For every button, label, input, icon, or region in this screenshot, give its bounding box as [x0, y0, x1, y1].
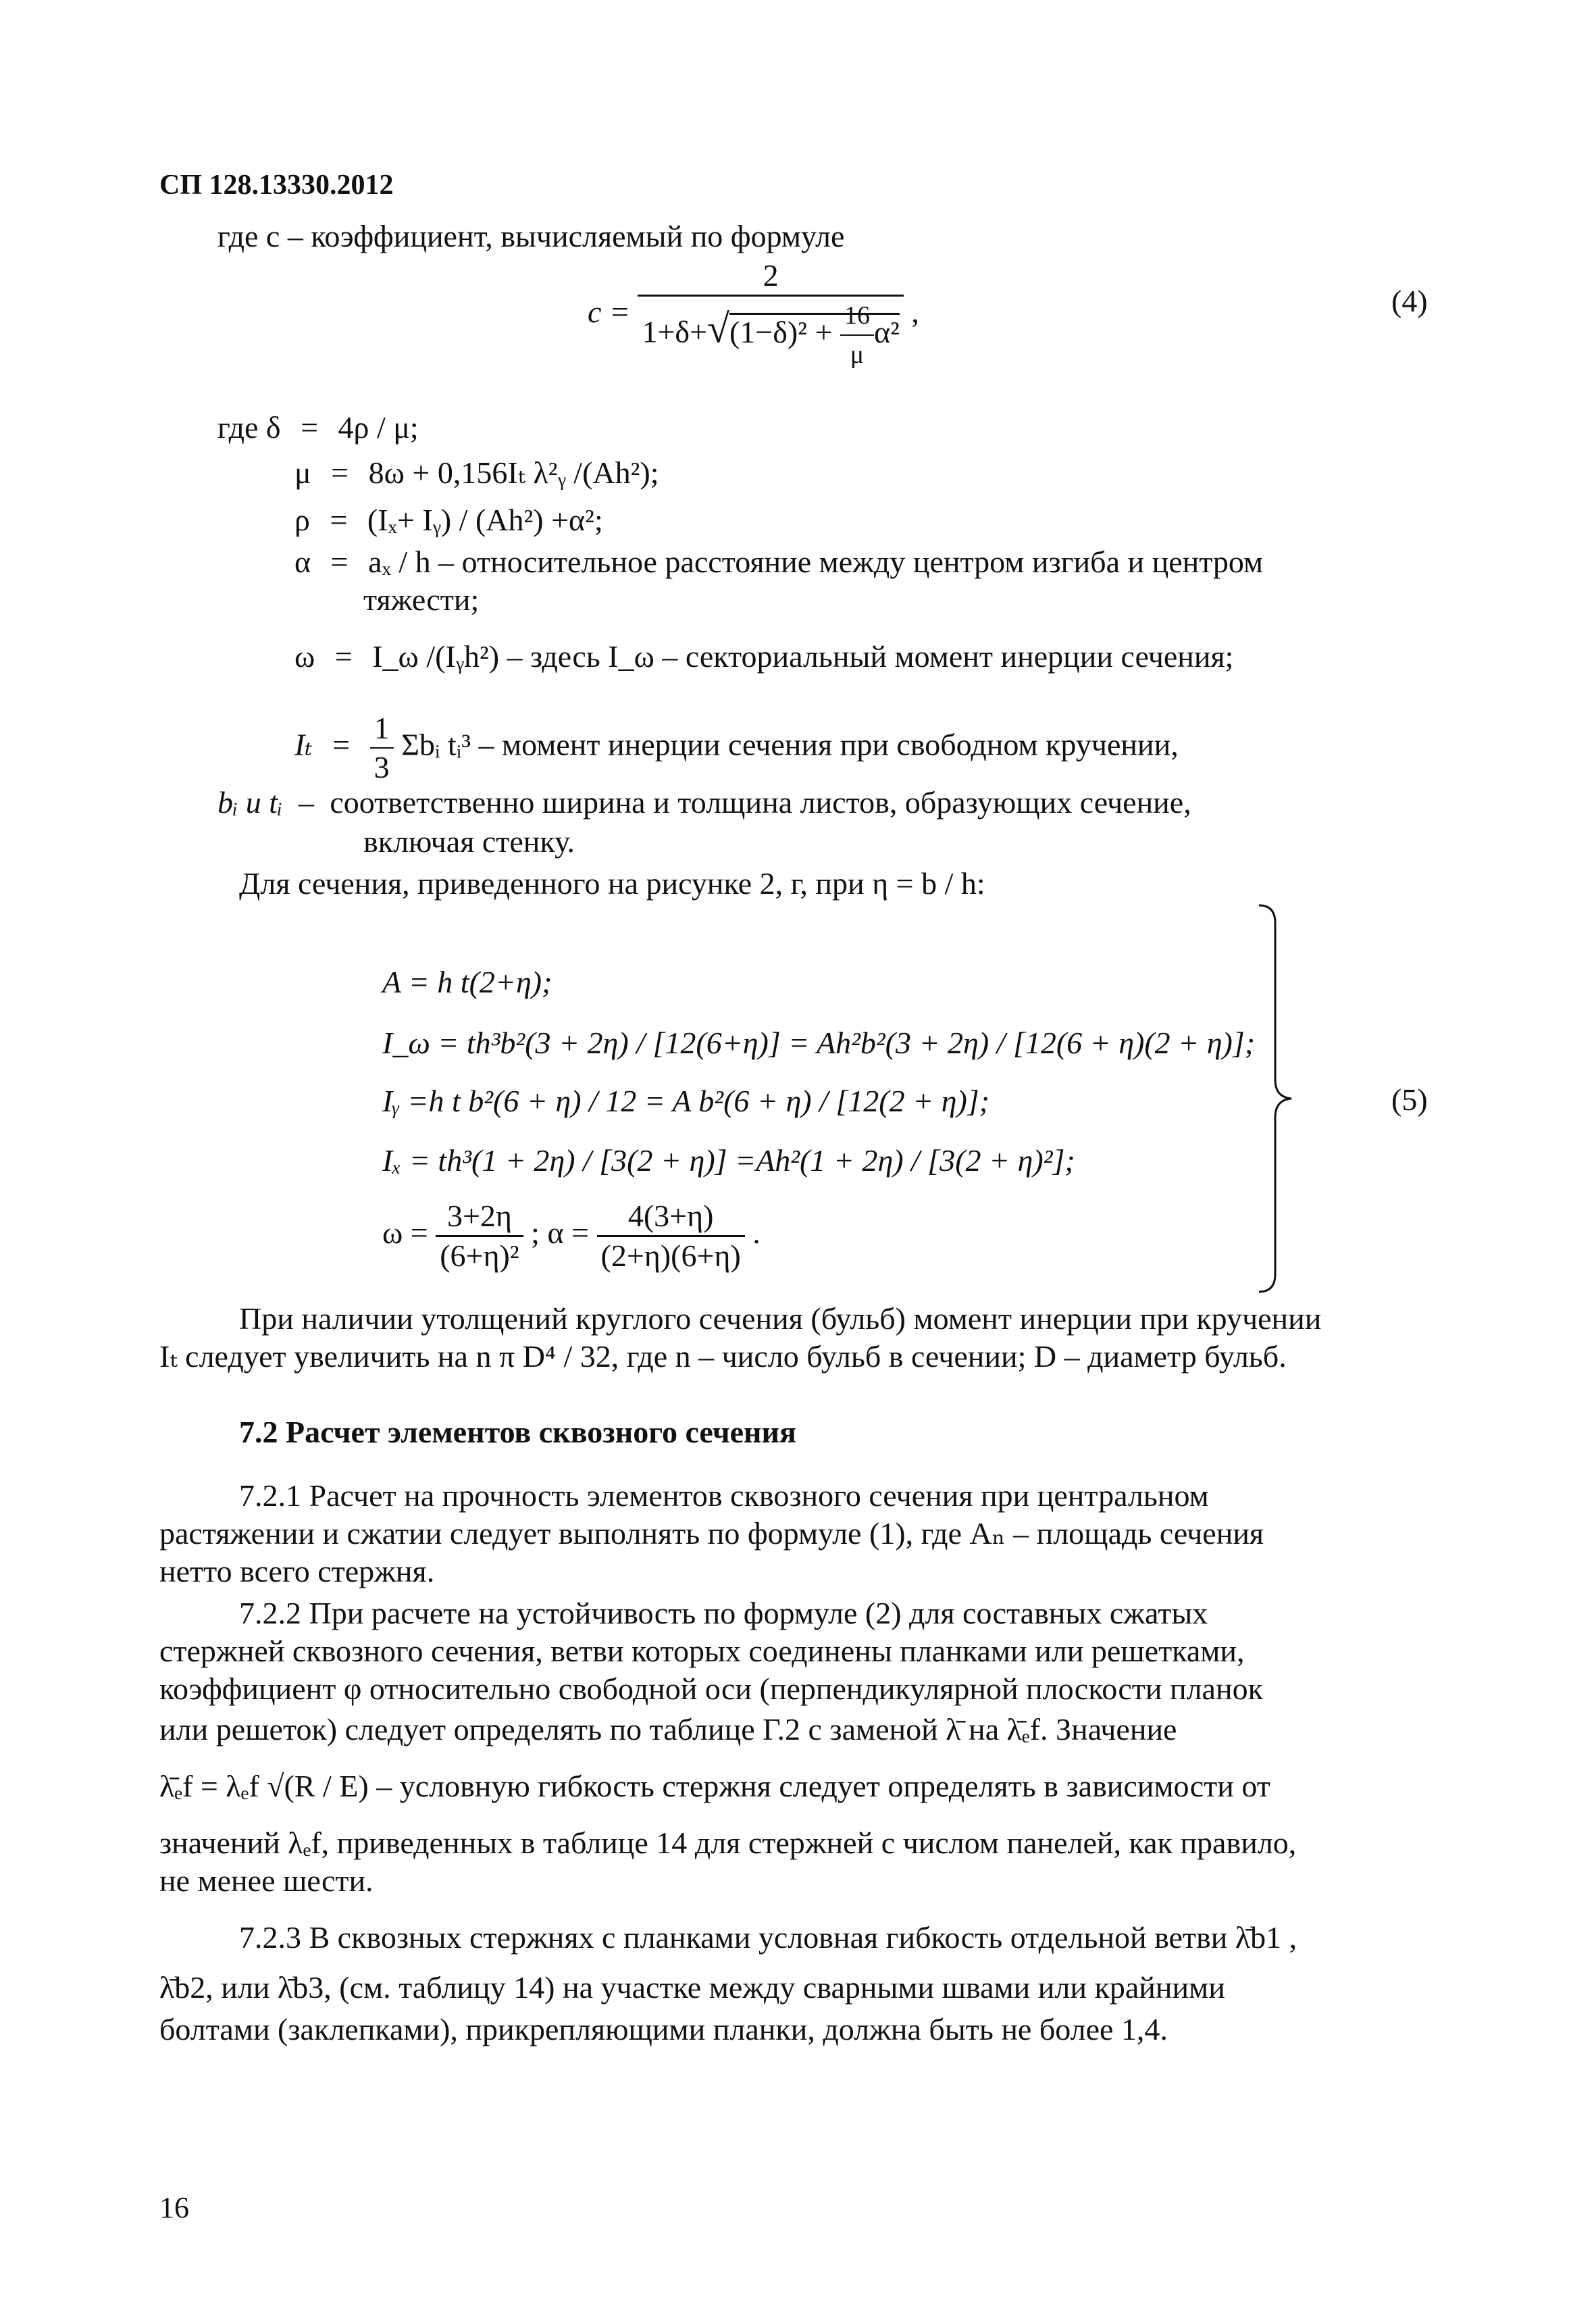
p723-line-3: болтами (заклепками), прикрепляющими планки, должна быть не более 1,4. [159, 2012, 1168, 2046]
def-delta [217, 409, 419, 447]
formula5-line-1: A = h t(2+η); [382, 965, 552, 999]
formula5-brace [1255, 903, 1309, 1294]
def-alpha-cont: тяжести; [363, 582, 480, 617]
formula4-fraction [638, 257, 903, 374]
formula4-tail: α² [873, 314, 900, 349]
def-eq: = [332, 727, 351, 762]
def-widths-cont: включая стенку. [363, 824, 575, 859]
def-eq: = [301, 410, 319, 445]
frac-den: 3 [374, 750, 390, 784]
formula4-den-left: 1+δ+ [642, 314, 708, 349]
p722-line-5: λ̄ₑf = λₑf √(R / E) – условную гибкость стержня следует определять в зависимости от [159, 1769, 1270, 1803]
def-eq: = [334, 639, 353, 674]
def-symbol: ω [294, 639, 315, 674]
def-symbol: α [294, 545, 311, 579]
omega-frac [436, 1197, 523, 1275]
def-symbol: bᵢ и tᵢ [217, 785, 283, 820]
alpha-den: (2+η)(6+η) [600, 1238, 741, 1273]
omega-den: (6+η)² [440, 1238, 519, 1273]
formula5-line-4: Iₓ = th³(1 + 2η) / [3(2 + η)] =Ah²(1 + 2η) / [3(2 + η)²]; [382, 1143, 1075, 1178]
def-eq: = [330, 545, 349, 579]
formula4-inner-frac [840, 297, 874, 374]
p721-line-1: 7.2.1 Расчет на прочность элементов сквозного сечения при центральном [239, 1478, 1209, 1513]
formula4-number: (4) [1391, 284, 1428, 318]
formula4-trail: , [911, 295, 919, 330]
def-symbol: Iₜ [294, 727, 313, 762]
def-symbol: где δ [217, 410, 281, 445]
formula4 [588, 257, 919, 374]
def-body: I_ω /(Iᵧh²) – здесь I_ω – секториальный момент инерции сечения; [372, 639, 1234, 674]
doc-code-header: СП 128.13330.2012 [159, 170, 394, 201]
frac-num: 1 [370, 709, 394, 749]
def-body: aₓ / h – относительное расстояние между центром изгиба и центром [368, 545, 1264, 579]
formula5-line-3: Iᵧ =h t b²(6 + η) / 12 = A b²(6 + η) / [12(2 + η)]; [382, 1084, 989, 1118]
sqrt-icon: √ [707, 306, 729, 351]
def-symbol: ρ [294, 503, 310, 537]
formula5-line-2: I_ω = th³b²(3 + 2η) / [12(6+η)] = Ah²b²(3 + 2η) / [12(6 + η)(2 + η)]; [382, 1026, 1256, 1060]
def-body: соответственно ширина и толщина листов, образующих сечение, [330, 785, 1191, 820]
formula4-denominator [638, 297, 903, 374]
p723-line-1: 7.2.3 В сквозных стержнях с планками условная гибкость отдельной ветви λ̄b1 , [239, 1920, 1297, 1955]
formula4-inner-num: 16 [840, 297, 874, 336]
formula5-number: (5) [1391, 1082, 1428, 1117]
p722-line-3: коэффициент φ относительно свободной оси (перпендикулярной плоскости планок [159, 1671, 1263, 1706]
right-brace-icon [1255, 903, 1309, 1294]
p722-line-2: стержней сквозного сечения, ветви которых соединены планками или решетками, [159, 1634, 1245, 1668]
alpha-lhs: ; α = [531, 1215, 589, 1251]
def-symbol: μ [294, 455, 311, 490]
formula4-numerator: 2 [638, 257, 903, 297]
alpha-frac [597, 1197, 745, 1275]
formula4-lhs: c = [588, 295, 630, 330]
p722-line-1: 7.2.2 При расчете на устойчивость по формуле (2) для составных сжатых [239, 1596, 1208, 1630]
def-rho [294, 501, 603, 539]
p722-line-4: или решеток) следует определять по таблице Г.2 с заменой λ̄ на λ̄ₑf. Значение [159, 1712, 1177, 1746]
p721-line-2: растяжении и сжатии следует выполнять по формуле (1), где Aₙ – площадь сечения [159, 1516, 1264, 1551]
p721-line-3: нетто всего стержня. [159, 1554, 435, 1588]
bulb-para-line-2: Iₜ следует увеличить на n π D⁴ / 32, где n – число бульб в сечении; D – диаметр бульб. [159, 1339, 1287, 1374]
section-intro: Для сечения, приведенного на рисунке 2, г, при η = b / h: [239, 866, 985, 901]
alpha-num: 4(3+η) [597, 1197, 745, 1237]
def-alpha [294, 543, 1263, 581]
def-torsion [294, 709, 1179, 786]
formula5-end: . [752, 1215, 761, 1251]
def-torsion-frac [370, 709, 394, 786]
p723-line-2: λ̄b2, или λ̄b3, (см. таблицу 14) на участке между сварными швами или крайними [159, 1970, 1225, 2005]
def-body: Σbᵢ tᵢ³ – момент инерции сечения при свободном кручении, [401, 727, 1179, 762]
formula4-radicand-text: (1−δ)² + [729, 314, 840, 349]
p722-line-6: значений λₑf, приведенных в таблице 14 для стержней с числом панелей, как правило, [159, 1826, 1297, 1860]
formula5-line-5 [382, 1197, 761, 1275]
def-eq: – [298, 785, 314, 820]
formula4-radicand [729, 301, 900, 369]
def-body: 8ω + 0,156Iₜ λ²ᵧ /(Ah²); [368, 455, 659, 490]
def-omega [294, 638, 1233, 676]
bulb-para-line-1: При наличии утолщений круглого сечения (бульб) момент инерции при кручении [239, 1301, 1322, 1336]
def-eq: = [330, 503, 348, 537]
def-body: (Iₓ+ Iᵧ) / (Ah²) +α²; [367, 503, 603, 537]
formula4-intro: где c – коэффициент, вычисляемый по формуле [217, 219, 845, 253]
def-widths [217, 784, 1191, 822]
omega-lhs: ω = [382, 1215, 428, 1251]
page-number: 16 [159, 2191, 189, 2224]
def-mu [294, 454, 659, 492]
formula4-inner-den: μ [850, 341, 865, 369]
section-7-2-heading: 7.2 Расчет элементов сквозного сечения [239, 1415, 796, 1449]
def-body: 4ρ / μ; [338, 410, 419, 445]
p722-line-7: не менее шести. [159, 1863, 374, 1898]
def-eq: = [331, 455, 349, 490]
omega-num: 3+2η [436, 1197, 523, 1237]
